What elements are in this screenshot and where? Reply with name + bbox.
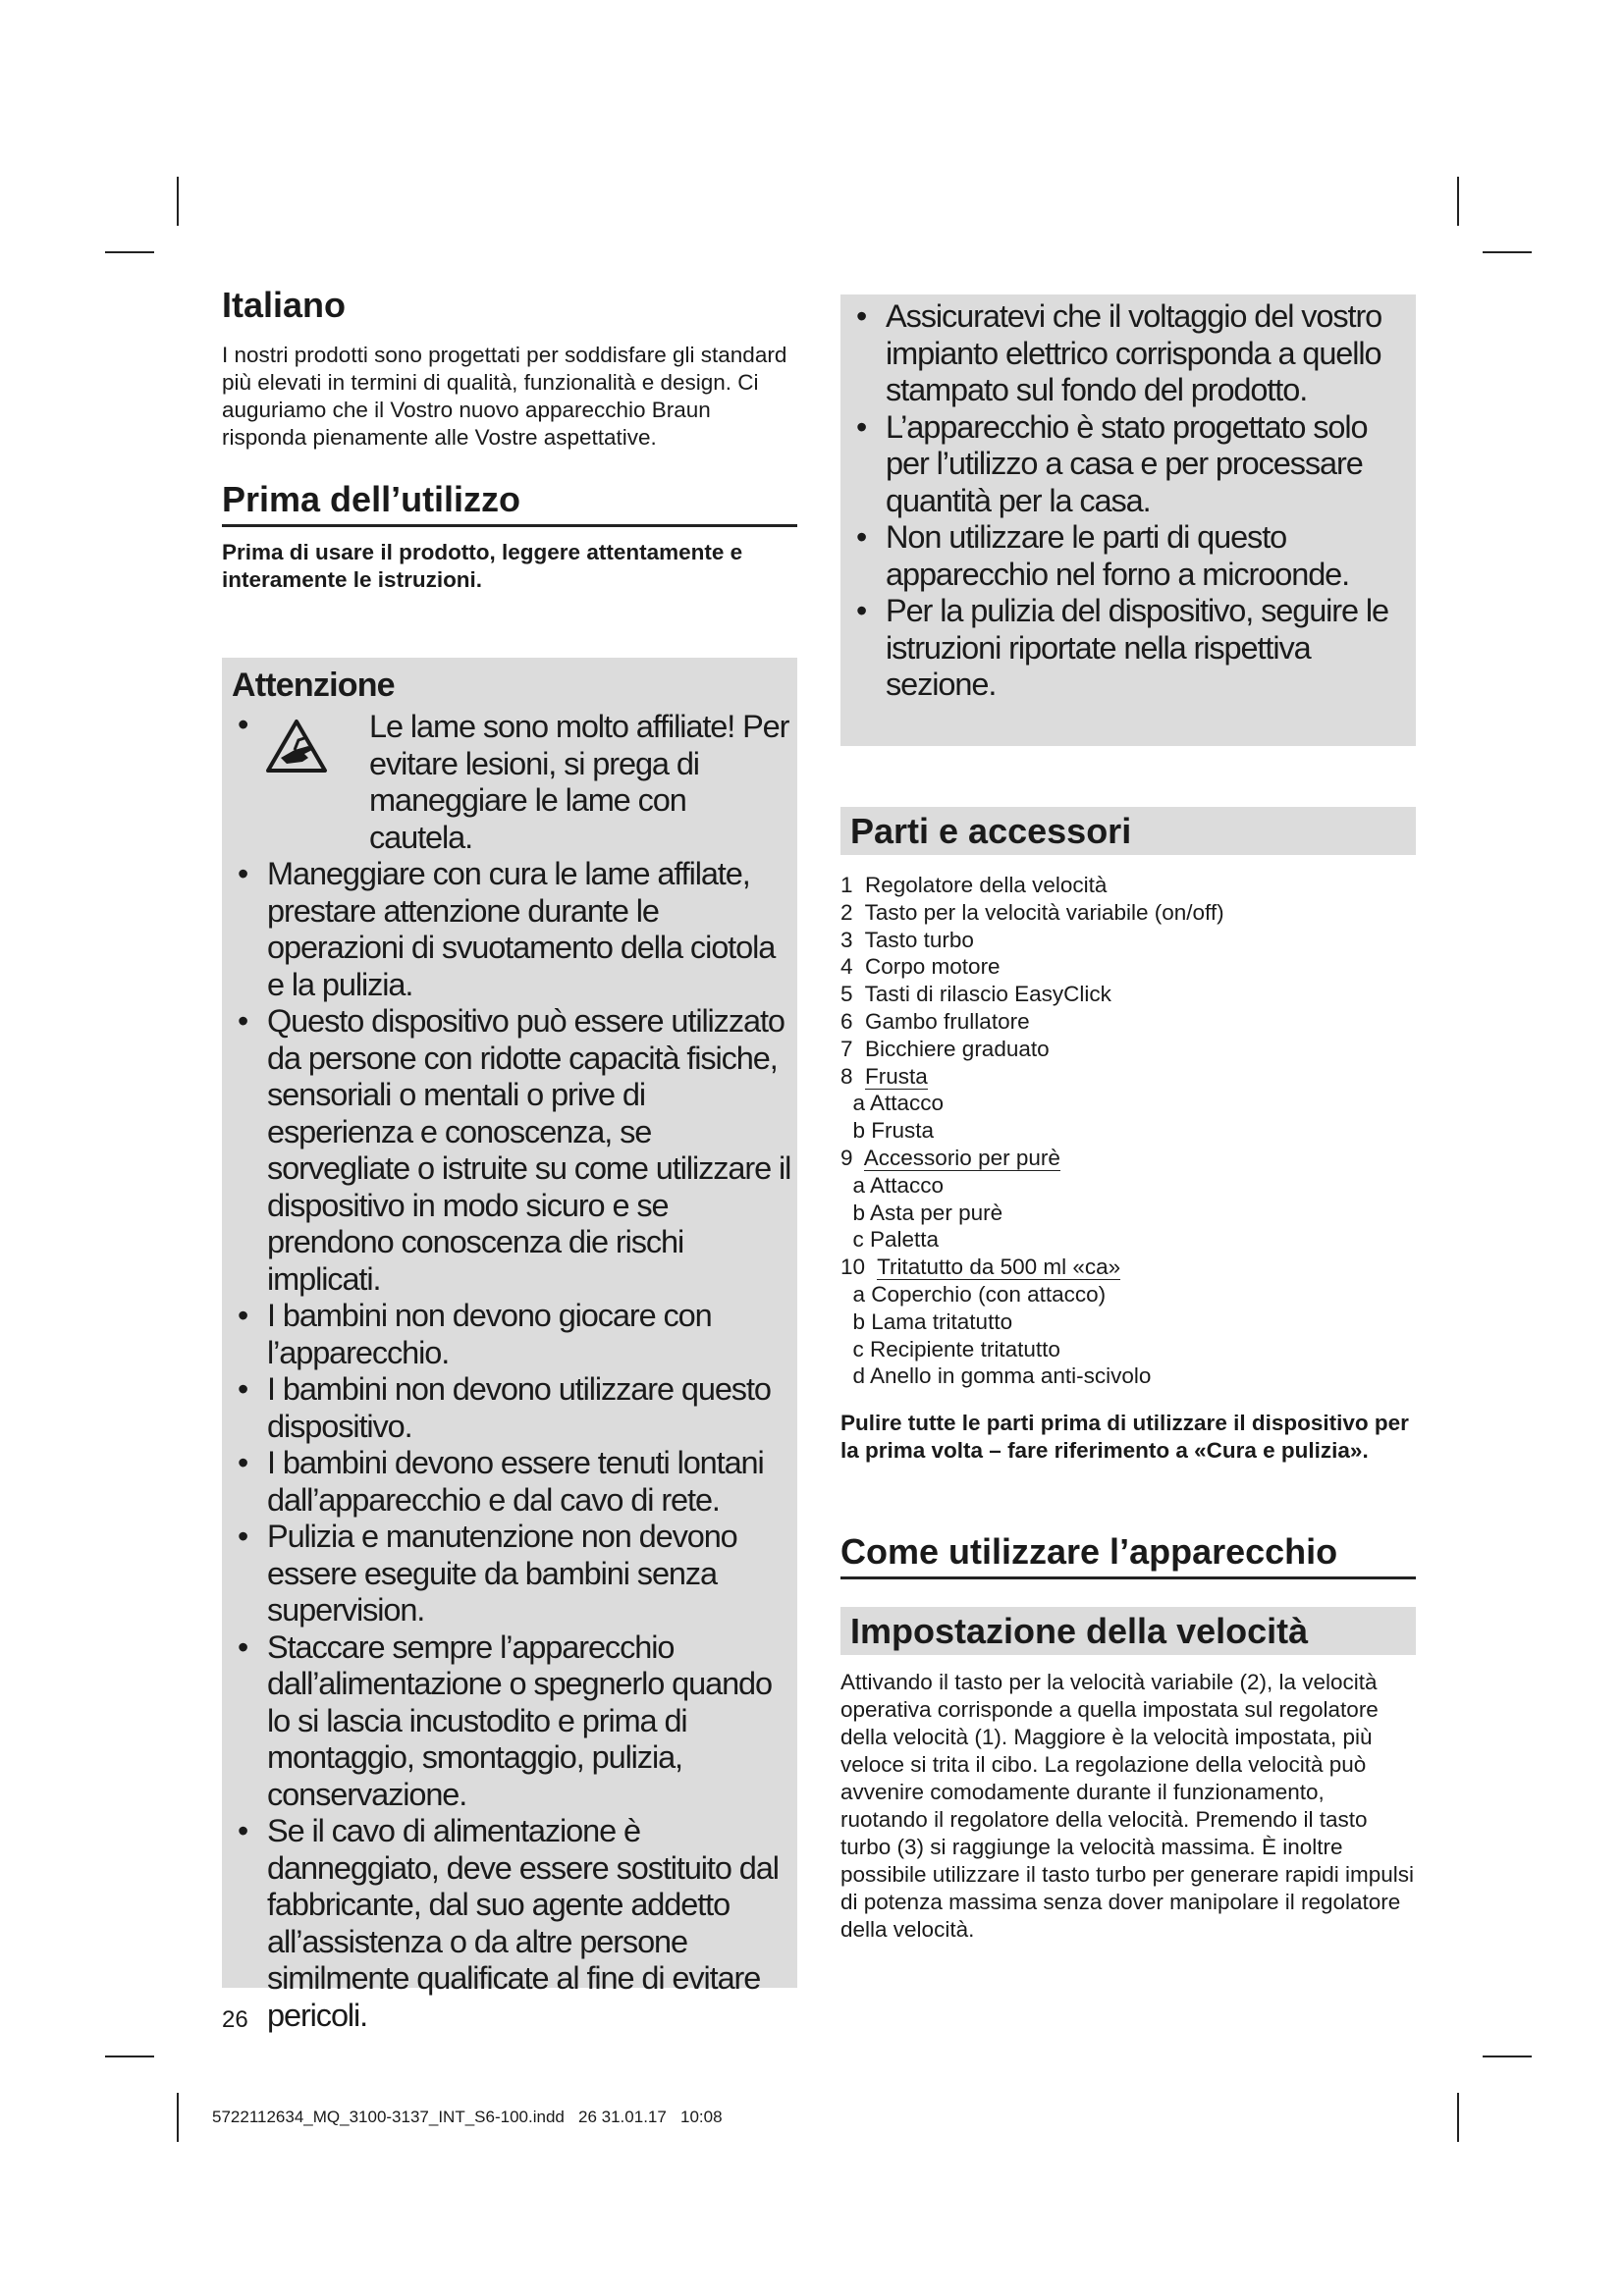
bullet-dot: •	[238, 707, 248, 742]
bullet-text: I bambini devono essere tenuti lontani dall’apparecchio e dal cavo di rete.	[267, 1445, 764, 1518]
safety-box	[840, 294, 1416, 746]
before-use-text: Prima di usare il prodotto, leggere attentamente e interamente le istruzioni.	[222, 540, 743, 592]
part-group-label: Tritatutto da 500 ml «ca»	[877, 1255, 1121, 1280]
bullet-text: Staccare sempre l’apparecchio dall’alimentazione o spegnerlo quando lo si lascia incustodito e prima di montaggio, smontaggio, pulizia, conservazione.	[267, 1629, 773, 1812]
bullet-dot: •	[856, 519, 867, 555]
bullet-item	[850, 593, 1410, 704]
bullet-item	[232, 1519, 791, 1629]
part-item: b Asta per purè	[840, 1200, 1003, 1225]
bullet-item	[850, 298, 1410, 409]
bullet-dot: •	[856, 408, 867, 445]
warning-first-item	[232, 709, 791, 856]
bullet-item	[232, 1371, 791, 1445]
part-item: b Lama tritatutto	[840, 1308, 1013, 1334]
bullet-item	[850, 409, 1410, 520]
bullet-item	[850, 519, 1410, 593]
clean-note: Pulire tutte le parti prima di utilizzare il dispositivo per la prima volta – fare riferimento a «Cura e pulizia».	[840, 1411, 1409, 1464]
bullet-dot: •	[856, 298, 867, 334]
intro-text: I nostri prodotti sono progettati per soddisfare gli standard più elevati in termini di qualità, funzionalità e design. Ci auguriamo che il Vostro nuovo apparecchio Braun risponda pienamente alle Vostre aspettative.	[222, 343, 787, 450]
bullet-text: Pulizia e manutenzione non devono essere eseguite da bambini senza supervision.	[267, 1519, 737, 1628]
warning-title: Attenzione	[232, 667, 395, 704]
hand-blade-warning-icon	[265, 719, 328, 774]
left-column	[222, 285, 797, 594]
bullet-dot: •	[238, 1629, 248, 1665]
crop-mark	[1457, 177, 1459, 226]
safety-list	[850, 298, 1410, 704]
speed-heading: Impostazione della velocità	[840, 1607, 1416, 1655]
bullet-dot: •	[238, 1813, 248, 1848]
bullet-dot: •	[856, 593, 867, 628]
part-item: c Recipiente tritatutto	[840, 1336, 1060, 1362]
crop-mark	[177, 2093, 179, 2142]
part-item: a Coperchio (con attacco)	[840, 1281, 1107, 1307]
bullet-text: Se il cavo di alimentazione è danneggiato, deve essere sostituito dal fabbricante, dal suo agente addetto all’assistenza o da altre persone similmente qualificate al fine di evitare pericoli.	[267, 1813, 779, 2033]
bullet-dot: •	[238, 1519, 248, 1554]
crop-mark	[105, 2056, 154, 2057]
crop-mark	[1483, 2056, 1532, 2057]
part-item: d Anello in gomma anti-scivolo	[840, 1363, 1152, 1389]
part-item: 10 Tritatutto da 500 ml «ca»	[840, 1255, 1121, 1280]
language-title: Italiano	[222, 285, 347, 325]
crop-mark	[1483, 251, 1532, 253]
bullet-text: I bambini non devono giocare con l’apparecchio.	[267, 1298, 712, 1370]
page-number: 26	[222, 2006, 248, 2033]
bullet-item	[232, 1003, 791, 1298]
footer-slug: 5722112634_MQ_3100-3137_INT_S6-100.indd 26 31.01.17 10:08	[212, 2108, 723, 2126]
part-item: 6 Gambo frullatore	[840, 1008, 1030, 1034]
part-item: 5 Tasti di rilascio EasyClick	[840, 982, 1111, 1007]
bullet-item	[232, 856, 791, 1003]
part-item: 2 Tasto per la velocità variabile (on/off)	[840, 899, 1224, 925]
before-use-heading: Prima dell’utilizzo	[222, 479, 797, 527]
part-item: 3 Tasto turbo	[840, 927, 974, 952]
right-column	[840, 807, 1416, 1944]
part-item: b Frusta	[840, 1118, 935, 1144]
bullet-dot: •	[238, 1445, 248, 1480]
crop-mark	[1457, 2093, 1459, 2142]
bullet-item	[232, 1298, 791, 1371]
bullet-text: Per la pulizia del dispositivo, seguire le istruzioni riportate nella rispettiva sezione.	[886, 593, 1389, 702]
part-item: 7 Bicchiere graduato	[840, 1036, 1050, 1061]
part-item: 9 Accessorio per purè	[840, 1145, 1060, 1170]
warning-first-text: Le lame sono molto affiliate! Per evitare lesioni, si prega di maneggiare le lame con cautela.	[369, 709, 789, 855]
parts-heading: Parti e accessori	[840, 807, 1416, 855]
bullet-text: Non utilizzare le parti di questo apparecchio nel forno a microonde.	[886, 519, 1350, 592]
bullet-item	[232, 1629, 791, 1814]
warning-list	[232, 856, 791, 2034]
crop-mark	[177, 177, 179, 226]
part-item: a Attacco	[840, 1172, 945, 1198]
speed-text: Attivando il tasto per la velocità variabile (2), la velocità operativa corrisponde a quella impostata sul regolatore della velocità (1). Maggiore è la velocità impostata, più veloce si trita il cibo. La regolazione della velocità può avvenire comodamente durante il funzionamento, ruotando il regolatore della velocità. Premendo il tasto turbo (3) si raggiunge la velocità massima. È inoltre possibile utilizzare il tasto turbo per generare rapidi impulsi di potenza massima senza dover manipolare il regolatore della velocità.	[840, 1670, 1415, 1943]
bullet-text: Assicuratevi che il voltaggio del vostro impianto elettrico corrisponda a quello stampato sul fondo del prodotto.	[886, 298, 1382, 407]
part-item: 8 Frusta	[840, 1063, 928, 1089]
bullet-dot: •	[238, 856, 248, 891]
bullet-text: Questo dispositivo può essere utilizzato da persone con ridotte capacità fisiche, sensoriali o mentali o prive di esperienza e conoscenza, se sorvegliate o istruite su come utilizzare il dispositivo in modo sicuro e se prendono conoscenza die rischi implicati.	[267, 1003, 791, 1297]
bullet-text: Maneggiare con cura le lame affilate, prestare attenzione durante le operazioni di svuotamento della ciotola e la pulizia.	[267, 856, 776, 1002]
crop-mark	[105, 251, 154, 253]
part-item: c Paletta	[840, 1227, 940, 1253]
bullet-dot: •	[238, 1003, 248, 1039]
bullet-dot: •	[238, 1371, 248, 1407]
part-item: 1 Regolatore della velocità	[840, 873, 1108, 897]
bullet-text: L’apparecchio è stato progettato solo per l’utilizzo a casa e per processare quantità per la casa.	[886, 408, 1368, 518]
bullet-text: I bambini non devono utilizzare questo dispositivo.	[267, 1371, 771, 1444]
part-item: a Attacco	[840, 1091, 945, 1116]
part-group-label: Frusta	[865, 1063, 928, 1089]
use-heading: Come utilizzare l’apparecchio	[840, 1531, 1416, 1579]
parts-list	[840, 872, 1416, 1390]
part-group-label: Accessorio per purè	[863, 1145, 1060, 1170]
bullet-dot: •	[238, 1298, 248, 1333]
bullet-item	[232, 1813, 791, 2034]
bullet-item	[232, 1445, 791, 1519]
part-item: 4 Corpo motore	[840, 954, 1001, 980]
